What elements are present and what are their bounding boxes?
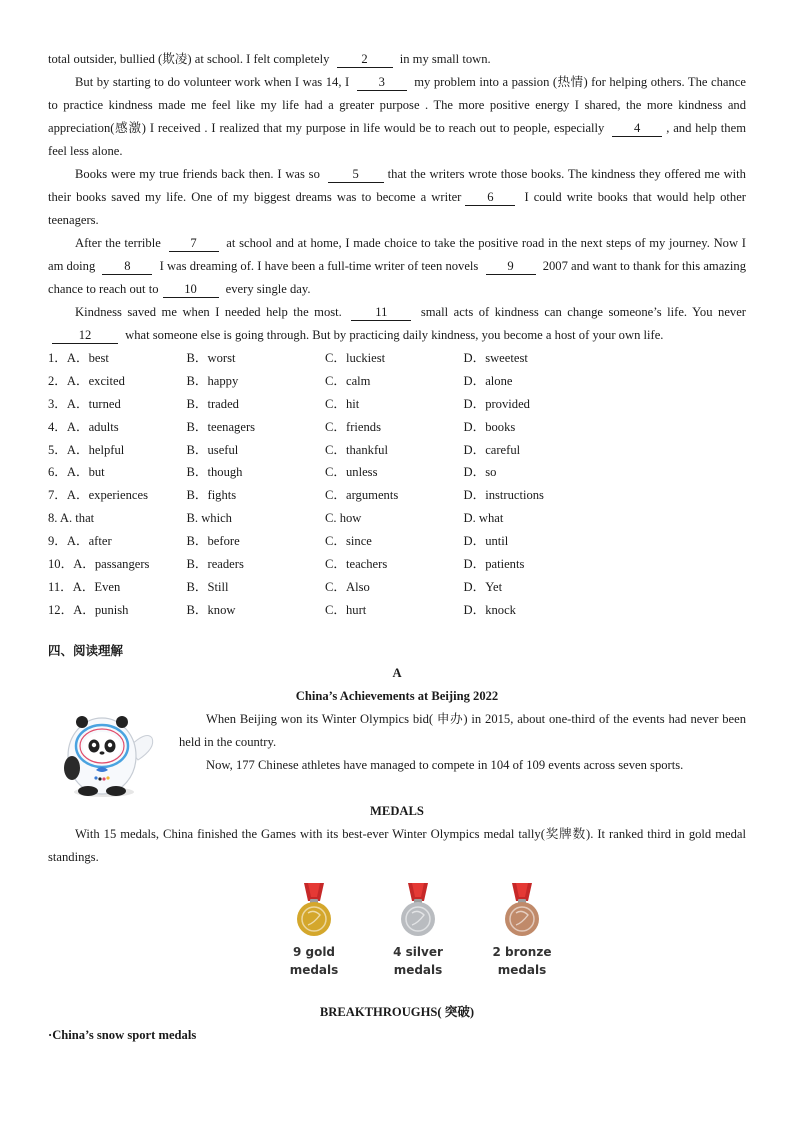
option-choice: D．Yet — [463, 579, 503, 594]
option-choice: 5．A．helpful — [48, 442, 125, 457]
cloze-text: I could write books that would help other teenagers. — [48, 190, 746, 227]
option-choice: C．friends — [325, 419, 381, 434]
option-choice: D．knock — [463, 602, 516, 617]
option-choice: 8. A. that — [48, 511, 95, 526]
cloze-text: every single day. — [225, 282, 311, 296]
option-choice: D．so — [463, 465, 497, 480]
option-choice: B．useful — [186, 442, 239, 457]
option-row — [48, 576, 746, 599]
cloze-paragraph-4 — [48, 232, 746, 301]
option-choice: C．teachers — [325, 557, 388, 572]
option-choice: D．sweetest — [463, 351, 528, 365]
option-choice: 2．A．excited — [48, 373, 125, 388]
cloze-text: small acts of kindness can change someone’s life. You never — [420, 305, 746, 319]
option-row — [48, 370, 746, 393]
medals-row — [262, 883, 746, 979]
worksheet-page — [48, 48, 746, 1047]
option-choice: C．hit — [325, 396, 360, 411]
option-choice: B．know — [186, 602, 236, 617]
option-row — [48, 553, 746, 576]
option-choice: 12．A．punish — [48, 602, 129, 617]
cloze-paragraph-5 — [48, 301, 746, 347]
option-row — [48, 416, 746, 439]
cloze-text: Books were my true friends back then. I was so — [75, 167, 320, 181]
option-row — [48, 507, 746, 530]
option-row — [48, 347, 746, 370]
section-heading: 四、阅读理解 — [48, 642, 124, 658]
option-choice: D．books — [463, 419, 516, 434]
option-choice: B. which — [186, 511, 232, 526]
option-choice: D．instructions — [463, 488, 544, 503]
blank-3: 3 — [357, 75, 407, 91]
option-choice: C．hurt — [325, 602, 367, 617]
medal-item — [366, 883, 470, 979]
bing-dwen-dwen-mascot-icon — [48, 708, 160, 800]
medal-label: 9 gold medals — [289, 944, 339, 977]
medal-item — [470, 883, 574, 979]
cloze-text: I was dreaming of. I have been a full-time writer of teen novels — [159, 259, 479, 273]
option-choice: C．arguments — [325, 488, 399, 503]
breakthroughs-heading: BREAKTHROUGHS( 突破) — [319, 1004, 475, 1019]
cloze-paragraph-2 — [48, 71, 746, 163]
options-list — [48, 347, 746, 622]
medal-icon — [398, 883, 438, 939]
cloze-paragraph-1 — [48, 48, 746, 71]
intro-block — [48, 708, 746, 800]
option-choice: 6．A．but — [48, 465, 105, 480]
option-choice: B．happy — [186, 373, 239, 388]
option-choice: 10．A．passangers — [48, 557, 150, 572]
medal-item — [262, 883, 366, 979]
medal-icon — [502, 883, 542, 939]
option-choice: D．patients — [463, 557, 525, 572]
blank-10: 10 — [163, 282, 219, 298]
option-choice: 4．A．adults — [48, 419, 119, 434]
option-row — [48, 439, 746, 462]
cloze-text: After the terrible — [75, 236, 161, 250]
passage-title: China’s Achievements at Beijing 2022 — [295, 688, 499, 703]
option-choice: B．readers — [186, 557, 244, 572]
blank-5: 5 — [328, 167, 384, 183]
option-choice: C．calm — [325, 373, 371, 388]
option-choice: B．before — [186, 534, 240, 549]
cloze-text: that the writers wrote those books. The kindness they offered me with their books saved my life. One of my biggest dreams was to become a writer — [48, 167, 746, 204]
option-choice: B．traded — [186, 396, 239, 411]
option-choice: C．luckiest — [325, 351, 386, 365]
option-choice: C．thankful — [325, 442, 388, 457]
blank-8: 8 — [102, 259, 152, 275]
intro-text — [179, 708, 746, 777]
blank-12: 12 — [52, 328, 118, 344]
cloze-text: at school and at home, I made choice to take the positive road in the next steps of my journey. Now I am doing — [48, 236, 747, 273]
cloze-text: Kindness saved me when I needed help the most. — [75, 305, 342, 319]
cloze-text: , and help them feel less alone. — [48, 121, 746, 158]
option-row — [48, 484, 746, 507]
cloze-text: 2007 and want to thank for this amazing chance to reach out to — [48, 259, 746, 296]
blank-7: 7 — [169, 236, 219, 252]
cloze-paragraph-3 — [48, 163, 746, 232]
blank-11: 11 — [351, 305, 411, 321]
option-choice: 3．A．turned — [48, 396, 121, 411]
option-choice: C．Also — [325, 579, 370, 594]
medals-paragraph: With 15 medals, China finished the Games with its best-ever Winter Olympics medal tally(奖牌数). It ranked third in gold medal standings. — [48, 826, 746, 864]
cloze-text: in my small town. — [399, 52, 491, 66]
option-choice: B．fights — [186, 488, 237, 503]
passage-letter: A — [392, 665, 402, 680]
option-row — [48, 393, 746, 416]
option-choice: B．worst — [186, 351, 236, 365]
option-choice: D. what — [463, 511, 504, 526]
option-row — [48, 599, 746, 622]
snow-sport-heading: ·China’s snow sport medals — [48, 1027, 197, 1042]
cloze-text: total outsider, bullied (欺凌) at school. I felt completely — [48, 52, 330, 66]
option-choice: C．unless — [325, 465, 378, 480]
blank-2: 2 — [337, 52, 393, 68]
intro-paragraph-1: When Beijing won its Winter Olympics bid( 申办) in 2015, about one-third of the events had never been held in the country. — [179, 711, 746, 749]
option-choice: B．Still — [186, 579, 229, 594]
cloze-text: what someone else is going through. But by practicing daily kindness, you become a host of your own life. — [125, 328, 664, 342]
medal-label: 4 silver medals — [393, 944, 443, 977]
option-choice: 1．A．best — [48, 351, 109, 365]
blank-4: 4 — [612, 121, 662, 137]
blank-9: 9 — [486, 259, 536, 275]
option-choice: 7．A．experiences — [48, 488, 149, 503]
option-choice: D．until — [463, 534, 509, 549]
option-choice: C. how — [325, 511, 362, 526]
cloze-text: But by starting to do volunteer work when I was 14, I — [75, 75, 350, 89]
medals-heading: MEDALS — [370, 803, 424, 818]
medal-icon — [294, 883, 334, 939]
option-choice: B．teenagers — [186, 419, 256, 434]
option-choice: B．though — [186, 465, 243, 480]
intro-paragraph-2: Now, 177 Chinese athletes have managed to compete in 104 of 109 events across seven sports. — [206, 757, 684, 772]
option-row — [48, 530, 746, 553]
option-choice: C．since — [325, 534, 372, 549]
cloze-text: my problem into a passion (热情) for helping others. The chance to practice kindness made me feel like my life had a greater purpose . The more positive energy I shared, the more kindness and appreciation(感激) I received . I realized that my purpose in life would be to reach out to people, especially — [48, 75, 746, 135]
option-row — [48, 461, 746, 484]
option-choice: D．careful — [463, 442, 521, 457]
option-choice: D．alone — [463, 373, 513, 388]
medal-label: 2 bronze medals — [492, 944, 552, 977]
option-choice: D．provided — [463, 396, 530, 411]
option-choice: 11．A．Even — [48, 579, 121, 594]
option-choice: 9．A．after — [48, 534, 112, 549]
blank-6: 6 — [465, 190, 515, 206]
